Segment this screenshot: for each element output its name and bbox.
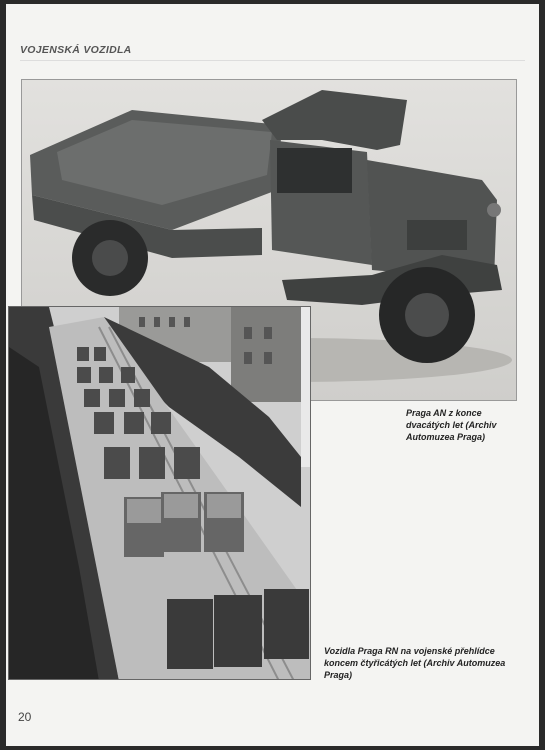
magazine-page: [6, 4, 539, 746]
truck-caption: Praga AN z konce dvacátých let (Archiv Automuzea Praga): [406, 408, 497, 442]
parade-caption: Vozidla Praga RN na vojenské přehlídce koncem čtyřicátých let (Archiv Automuzea Praga): [324, 646, 506, 680]
parade-photo: [8, 306, 311, 680]
header-divider: [20, 60, 525, 61]
section-title: VOJENSKÁ VOZIDLA: [20, 44, 132, 56]
page-number: 20: [18, 710, 32, 724]
